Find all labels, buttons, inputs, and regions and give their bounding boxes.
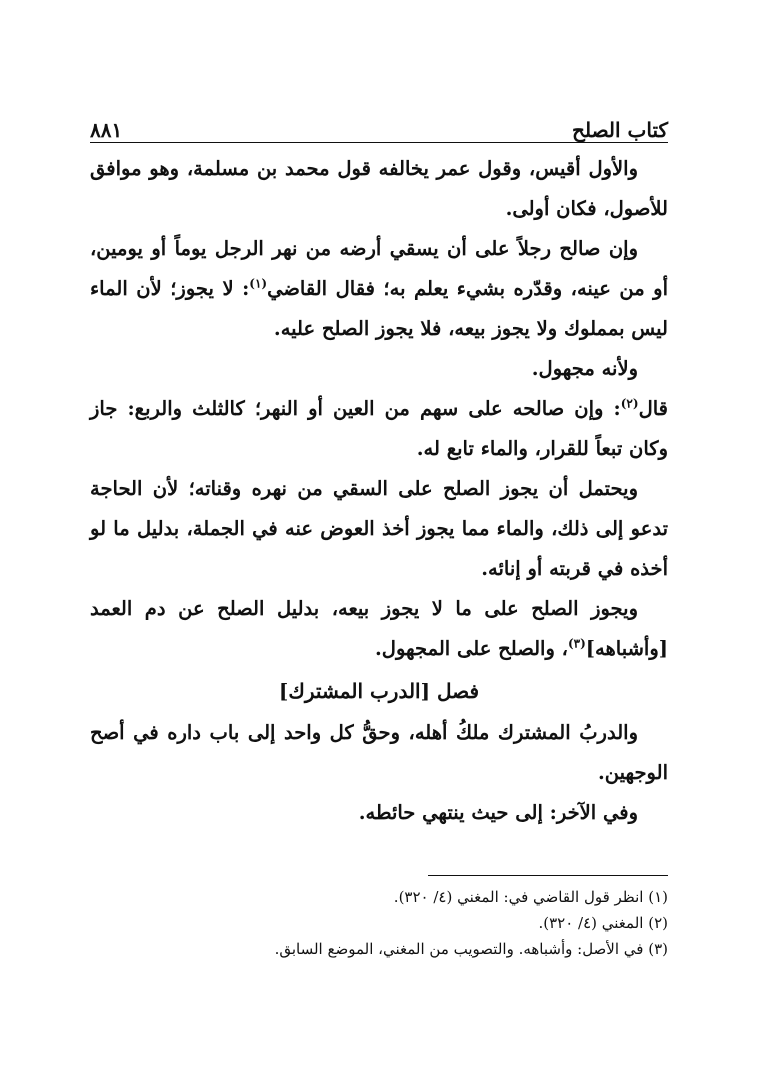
footnote-mark-2: (٢) [620,396,639,411]
footnote-1: (١) انظر قول القاضي في: المغني (٤/ ٣٢٠). [393,888,668,906]
paragraph-2-start: وإن صالح رجلاً على أن يسقي أرضه من نهر الرجل يوماً أو يومين، أو من عينه، وقدّره بشيء يعلم به؛ فقال القاضي [90,237,668,300]
main-text [90,149,668,833]
footnote-mark-3: (٣) [567,636,586,651]
paragraph-4 [90,389,668,469]
section-heading: فصل [الدرب المشترك] [278,679,480,703]
paragraph-1: والأول أقيس، وقول عمر يخالفه قول محمد بن مسلمة، وهو موافق للأصول، فكان أولى. [90,157,668,220]
paragraph-2-end: : لا يجوز؛ لأن الماء ليس بمملوك ولا يجوز بيعه، فلا يجوز الصلح عليه. [90,277,668,340]
running-title: كتاب الصلح [572,118,668,142]
paragraph-8: وفي الآخر: إلى حيث ينتهي حائطه. [358,801,638,824]
paragraph-5: ويحتمل أن يجوز الصلح على السقي من نهره وقناته؛ لأن الحاجة تدعو إلى ذلك، والماء مما يجوز أخذ العوض عنه في الجملة، بدليل ما لو أخذه في قربته أو إنائه. [90,477,668,580]
footnotes [90,884,668,962]
footnote-3: (٣) في الأصل: وأشباهه. والتصويب من المغني، الموضع السابق. [274,940,668,958]
book-page [90,108,668,958]
paragraph-6-start: ويجوز الصلح على ما لا يجوز بيعه، بدليل الصلح عن دم العمد [وأشباهه] [90,597,668,660]
paragraph-7: والدربُ المشترك ملكُ أهله، وحقُّ كل واحد إلى باب داره في أصح الوجهين. [90,721,668,784]
footnote-2: (٢) المغني (٤/ ٣٢٠). [538,914,668,932]
paragraph-2 [90,229,668,349]
page-number: ٨٨١ [90,118,123,142]
paragraph-3: ولأنه مجهول. [531,357,638,380]
footnote-mark-1: (١) [249,276,268,291]
paragraph-4-start: قال [638,397,668,420]
page-header [90,108,668,143]
paragraph-4-end: : وإن صالحه على سهم من العين أو النهر؛ كالثلث والربع: جاز وكان تبعاً للقرار، والماء تابع له. [90,397,668,460]
paragraph-6-end: ، والصلح على المجهول. [374,637,568,660]
paragraph-6 [90,589,668,669]
footnote-divider [428,875,668,876]
